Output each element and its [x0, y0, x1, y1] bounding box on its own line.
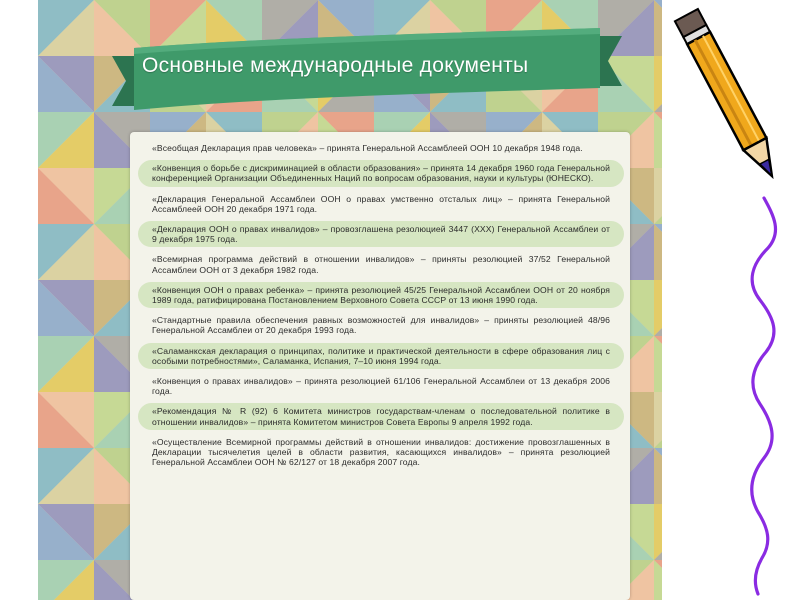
document-item: «Всемирная программа действий в отношении инвалидов» – приняты резолюцией 37/52 Генеральной Ассамблеи ООН от 3 декабря 1982 года.: [152, 254, 610, 275]
document-item: «Декларация ООН о правах инвалидов» – провозглашена резолюцией 3447 (XXX) Генеральной Ассамблеи от 9 декабря 1975 года.: [138, 221, 624, 247]
pencil-icon: [668, 0, 798, 200]
document-item: «Всеобщая Декларация прав человека» – принята Генеральной Ассамблеей ООН 10 декабря 1948 года.: [152, 143, 583, 153]
document-item: «Конвенция ООН о правах ребенка» – принята резолюцией 45/25 Генеральной Ассамблеи ООН от 20 ноября 1989 года, ратифицирована Постановлением Верховного Совета СССР от 13 июня 1990 года.: [138, 282, 624, 308]
document-item: «Конвенция о борьбе с дискриминацией в области образования» – принята 14 декабря 1960 года Генеральной конференцией Организации Объединенных Наций по вопросам образования, науки и культуры (ЮНЕСКО).: [138, 160, 624, 186]
document-item: «Саламанкская декларация о принципах, политике и практической деятельности в сфере образования лиц с особыми потребностями», Саламанка, Испания, 7–10 июня 1994 года.: [138, 343, 624, 369]
document-item: «Конвенция о правах инвалидов» – принята резолюцией 61/106 Генеральной Ассамблеи от 13 декабря 2006 года.: [152, 376, 610, 397]
documents-list: [138, 140, 624, 474]
squiggle-line-icon: [724, 196, 800, 596]
document-item: «Стандартные правила обеспечения равных возможностей для инвалидов» – приняты резолюцией 48/96 Генеральной Ассамблеи от 20 декабря 1993 года.: [152, 315, 610, 336]
slide: [38, 0, 662, 600]
document-item: «Осуществление Всемирной программы действий в отношении инвалидов: достижение провозглашенных в Декларации тысячелетия целей в области развития, касающихся инвалидов» – принята резолюцией Генеральной Ассамблеи ООН № 62/127 от 18 декабря 2007 года.: [152, 436, 610, 468]
document-item: «Декларация Генеральной Ассамблеи ООН о правах умственно отсталых лиц» – принята Генеральной Ассамблеей ООН 20 декабря 1971 года.: [152, 193, 610, 214]
slide-title: Основные международные документы: [142, 54, 529, 77]
document-item: «Рекомендация № R (92) 6 Комитета министров государствам-членам о последовательной политике в отношении инвалидов» – принята Комитетом министров Совета Европы 9 апреля 1992 года.: [138, 403, 624, 429]
